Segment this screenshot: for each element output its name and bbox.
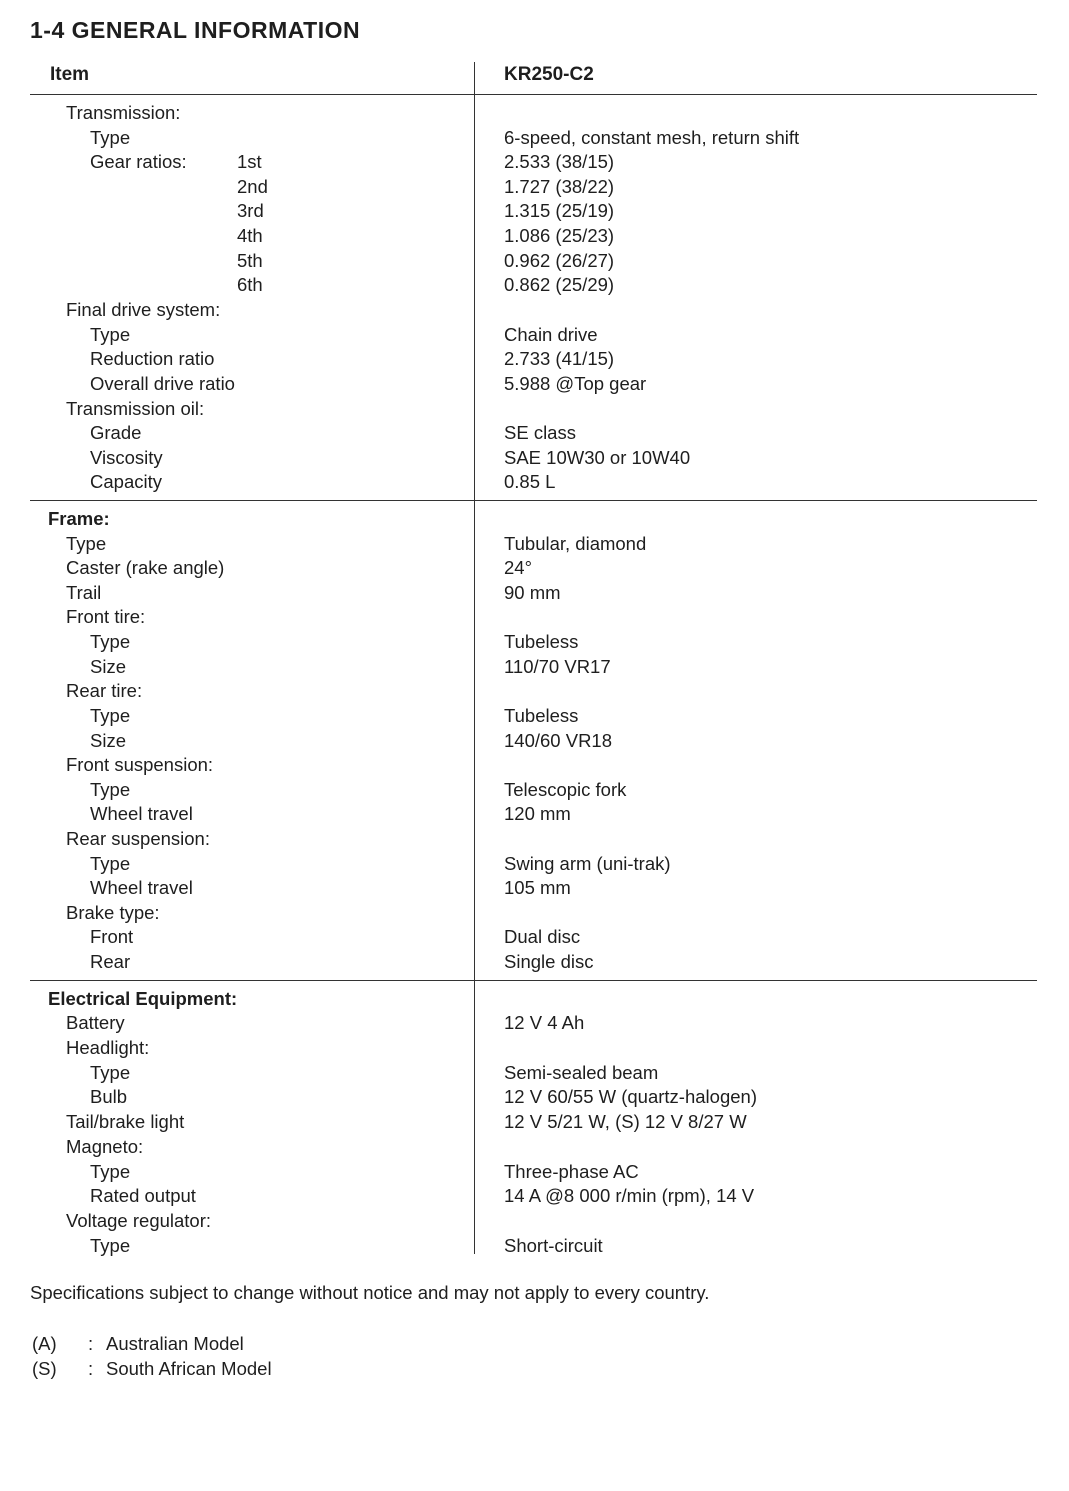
- spec-row: [0, 1135, 1069, 1159]
- spec-row: [0, 1085, 1069, 1109]
- spec-label: Transmission oil:: [66, 398, 205, 419]
- section-heading-row: [0, 507, 1069, 531]
- spec-row: [0, 605, 1069, 629]
- spec-row: [0, 298, 1069, 322]
- spec-row: [0, 470, 1069, 494]
- spec-label: Trail: [66, 582, 102, 603]
- spec-value: Telescopic fork: [504, 779, 627, 800]
- spec-value: 0.962 (26/27): [504, 250, 615, 271]
- spec-row: [0, 224, 1069, 248]
- spec-value: 12 V 5/21 W, (S) 12 V 8/27 W: [504, 1111, 747, 1132]
- spec-row: [0, 101, 1069, 125]
- spec-label: Type: [90, 779, 131, 800]
- spec-label: Rated output: [90, 1185, 196, 1206]
- spec-label: Type: [90, 853, 131, 874]
- disclaimer-note: Specifications subject to change without notice and may not apply to every country.: [30, 1282, 710, 1303]
- spec-value: 0.862 (25/29): [504, 274, 615, 295]
- spec-row: [0, 397, 1069, 421]
- spec-row: [0, 950, 1069, 974]
- spec-label: Final drive system:: [66, 299, 221, 320]
- spec-label: Type: [90, 705, 131, 726]
- spec-label: Caster (rake angle): [66, 557, 225, 578]
- footnote-code: (S): [32, 1358, 57, 1379]
- spec-value: 110/70 VR17: [504, 656, 611, 677]
- spec-row: [0, 556, 1069, 580]
- spec-value: 2.733 (41/15): [504, 348, 615, 369]
- footnote-text: South African Model: [106, 1358, 272, 1379]
- spec-label: Reduction ratio: [90, 348, 215, 369]
- spec-label: Size: [90, 730, 126, 751]
- spec-row: [0, 1184, 1069, 1208]
- spec-row: [0, 1061, 1069, 1085]
- header-divider: [30, 94, 1037, 95]
- spec-row: [0, 532, 1069, 556]
- spec-label: Wheel travel: [90, 803, 193, 824]
- spec-label: Type: [90, 1161, 131, 1182]
- spec-row: [0, 1011, 1069, 1035]
- spec-row: [0, 1234, 1069, 1258]
- spec-label: Type: [90, 631, 131, 652]
- spec-label: Bulb: [90, 1086, 128, 1107]
- spec-row: [0, 827, 1069, 851]
- spec-row: [0, 1160, 1069, 1184]
- spec-value: Three-phase AC: [504, 1161, 639, 1182]
- spec-value: 24°: [504, 557, 532, 578]
- spec-label: Overall drive ratio: [90, 373, 235, 394]
- page-title: 1-4 GENERAL INFORMATION: [30, 17, 361, 43]
- column-header-item: Item: [50, 64, 90, 85]
- spec-label: Type: [90, 324, 131, 345]
- spec-value: 120 mm: [504, 803, 571, 824]
- spec-value: 12 V 60/55 W (quartz-halogen): [504, 1086, 757, 1107]
- spec-row: [0, 729, 1069, 753]
- spec-row: [0, 249, 1069, 273]
- spec-value: 1.315 (25/19): [504, 200, 615, 221]
- spec-label: Front tire:: [66, 606, 146, 627]
- section-divider-frame: [30, 500, 1037, 501]
- column-header-model: KR250-C2: [504, 64, 594, 85]
- spec-label: Voltage regulator:: [66, 1210, 212, 1231]
- spec-value: Short-circuit: [504, 1235, 603, 1256]
- spec-value: 12 V 4 Ah: [504, 1012, 585, 1033]
- section-heading: Electrical Equipment:: [48, 988, 238, 1009]
- spec-value: 90 mm: [504, 582, 561, 603]
- footnote-separator: :: [88, 1333, 94, 1354]
- spec-row: [0, 852, 1069, 876]
- spec-row: [0, 446, 1069, 470]
- spec-row: [0, 273, 1069, 297]
- spec-value: 140/60 VR18: [504, 730, 613, 751]
- footnote-code: (A): [32, 1333, 57, 1354]
- spec-label: Front: [90, 926, 134, 947]
- spec-row: [0, 421, 1069, 445]
- section-heading: Frame:: [48, 508, 110, 529]
- spec-row: [0, 655, 1069, 679]
- section-heading-row: [0, 987, 1069, 1011]
- spec-row: [0, 581, 1069, 605]
- spec-value: 1.727 (38/22): [504, 176, 615, 197]
- spec-row: [0, 1110, 1069, 1134]
- spec-value: 14 A @8 000 r/min (rpm), 14 V: [504, 1185, 755, 1206]
- section-divider-electrical: [30, 980, 1037, 981]
- spec-value: Chain drive: [504, 324, 598, 345]
- spec-row: [0, 925, 1069, 949]
- spec-label: Battery: [66, 1012, 125, 1033]
- gear-label: 1st: [237, 151, 262, 172]
- spec-row: [0, 372, 1069, 396]
- spec-row: [0, 679, 1069, 703]
- spec-row: [0, 802, 1069, 826]
- spec-row: [0, 175, 1069, 199]
- spec-value: Tubeless: [504, 631, 579, 652]
- spec-row: [0, 1209, 1069, 1233]
- spec-value: Single disc: [504, 951, 594, 972]
- spec-label: Type: [66, 533, 107, 554]
- spec-label: Rear: [90, 951, 131, 972]
- spec-row: [0, 876, 1069, 900]
- spec-label: Rear suspension:: [66, 828, 210, 849]
- spec-value: SAE 10W30 or 10W40: [504, 447, 691, 468]
- spec-label: Transmission:: [66, 102, 181, 123]
- spec-row: [0, 704, 1069, 728]
- spec-value: 2.533 (38/15): [504, 151, 615, 172]
- spec-label: Type: [90, 1062, 131, 1083]
- spec-row: [0, 126, 1069, 150]
- spec-label: Gear ratios:: [90, 151, 187, 172]
- spec-row: [0, 753, 1069, 777]
- spec-value: Swing arm (uni-trak): [504, 853, 671, 874]
- spec-label: Viscosity: [90, 447, 163, 468]
- spec-value: 6-speed, constant mesh, return shift: [504, 127, 800, 148]
- spec-row: [0, 901, 1069, 925]
- spec-row: [0, 778, 1069, 802]
- spec-label: Size: [90, 656, 126, 677]
- spec-label: Type: [90, 127, 131, 148]
- gear-label: 2nd: [237, 176, 268, 197]
- gear-label: 5th: [237, 250, 263, 271]
- spec-label: Rear tire:: [66, 680, 143, 701]
- spec-value: SE class: [504, 422, 576, 443]
- gear-label: 4th: [237, 225, 263, 246]
- spec-label: Capacity: [90, 471, 162, 492]
- spec-label: Wheel travel: [90, 877, 193, 898]
- spec-label: Front suspension:: [66, 754, 214, 775]
- footnote-separator: :: [88, 1358, 94, 1379]
- spec-label: Headlight:: [66, 1037, 150, 1058]
- spec-value: 105 mm: [504, 877, 571, 898]
- gear-label: 6th: [237, 274, 263, 295]
- spec-value: 0.85 L: [504, 471, 556, 492]
- spec-label: Grade: [90, 422, 142, 443]
- spec-value: Tubeless: [504, 705, 579, 726]
- spec-label: Type: [90, 1235, 131, 1256]
- gear-label: 3rd: [237, 200, 264, 221]
- footnote-text: Australian Model: [106, 1333, 244, 1354]
- spec-label: Magneto:: [66, 1136, 144, 1157]
- spec-row: [0, 347, 1069, 371]
- spec-value: Tubular, diamond: [504, 533, 647, 554]
- spec-value: 1.086 (25/23): [504, 225, 615, 246]
- spec-value: 5.988 @Top gear: [504, 373, 647, 394]
- spec-label: Brake type:: [66, 902, 160, 923]
- spec-value: Dual disc: [504, 926, 581, 947]
- spec-row: [0, 1036, 1069, 1060]
- spec-row: [0, 150, 1069, 174]
- spec-value: Semi-sealed beam: [504, 1062, 659, 1083]
- spec-row: [0, 630, 1069, 654]
- spec-row: [0, 199, 1069, 223]
- spec-row: [0, 323, 1069, 347]
- spec-label: Tail/brake light: [66, 1111, 185, 1132]
